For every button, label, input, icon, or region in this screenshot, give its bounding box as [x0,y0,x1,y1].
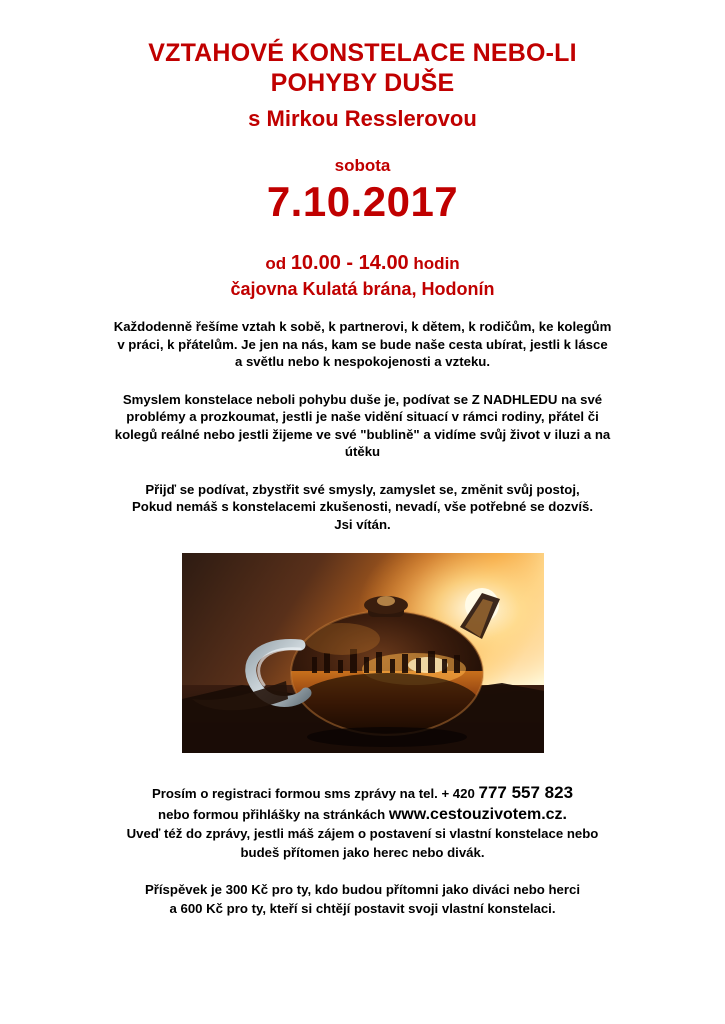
invitation-line-3: Jsi vítán. [334,516,391,532]
registration-line [52,783,673,803]
note-line-2: budeš přítomen jako herec nebo divák. [240,845,485,860]
title-block [52,0,673,134]
website-text: nebo formou přihlášky na stránkách [158,807,389,822]
event-date: 7.10.2017 [266,178,459,225]
meaning-line-2: problémy a prozkoumat, jestli je naše vidění situací v rámci rodiny, přátel či [126,409,599,424]
meaning-line-1: Smyslem konstelace neboli pohybu duše je, podívat se Z NADHLEDU na své [122,391,603,407]
teapot-sunset-photo [182,553,544,753]
invitation-line-1: Přijď se podívat, zbystřit své smysly, zamyslet se, změnit svůj postoj, [145,481,580,497]
photo-container [52,553,673,753]
event-venue: čajovna Kulatá brána, Hodonín [230,279,495,299]
intro-line-1: Každodenně řešíme vztah k sobě, k partnerovi, k dětem, k rodičům, ke kolegům [113,319,612,334]
registration-phone: 777 557 823 [478,783,574,802]
meaning-paragraph [52,391,673,461]
price-line-2: a 600 Kč pro ty, kteří si chtějí postavit svoji vlastní konstelaci. [169,901,556,916]
intro-line-2: v práci, k přátelům. Je jen na nás, kam se bude naše cesta ubírat, jestli k lásce [117,336,608,352]
price-line-1: Příspěvek je 300 Kč pro ty, kdo budou přítomni jako diváci nebo herci [144,882,581,897]
page-subtitle: s Mirkou Resslerovou [248,106,477,131]
note-line-1: Uveď též do zprávy, jestli máš zájem o postavení si vlastní konstelace nebo [126,826,599,841]
invitation-line-2: Pokud nemáš s konstelacemi zkušenosti, nevadí, vše potřebné se dozvíš. [132,499,593,514]
meaning-line-4: útěku [344,444,381,459]
invitation-paragraph [52,481,673,534]
website-address[interactable]: www.cestouzivotem.cz. [388,806,567,823]
website-line [52,805,673,824]
intro-paragraph [52,318,673,371]
meaning-line-3: kolegů reálné nebo jestli žijeme ve své "bublině" a vidíme svůj život v iluzi a na [114,426,611,442]
event-time-value: 10.00 - 14.00 [290,252,409,274]
event-time-prefix: od [265,254,291,273]
event-time [52,252,673,275]
registration-text: Prosím o registraci formou sms zprávy na tel. + 420 [151,786,479,801]
intro-line-3: a světlu nebo k nespokojenosti a vzteku. [234,354,491,369]
page-title-line-1: VZTAHOVÉ KONSTELACE NEBO-LI [148,39,577,67]
footer-block [52,783,673,918]
event-day: sobota [334,156,391,175]
page-title-line-2: POHYBY DUŠE [270,69,455,97]
event-time-suffix: hodin [408,254,460,273]
